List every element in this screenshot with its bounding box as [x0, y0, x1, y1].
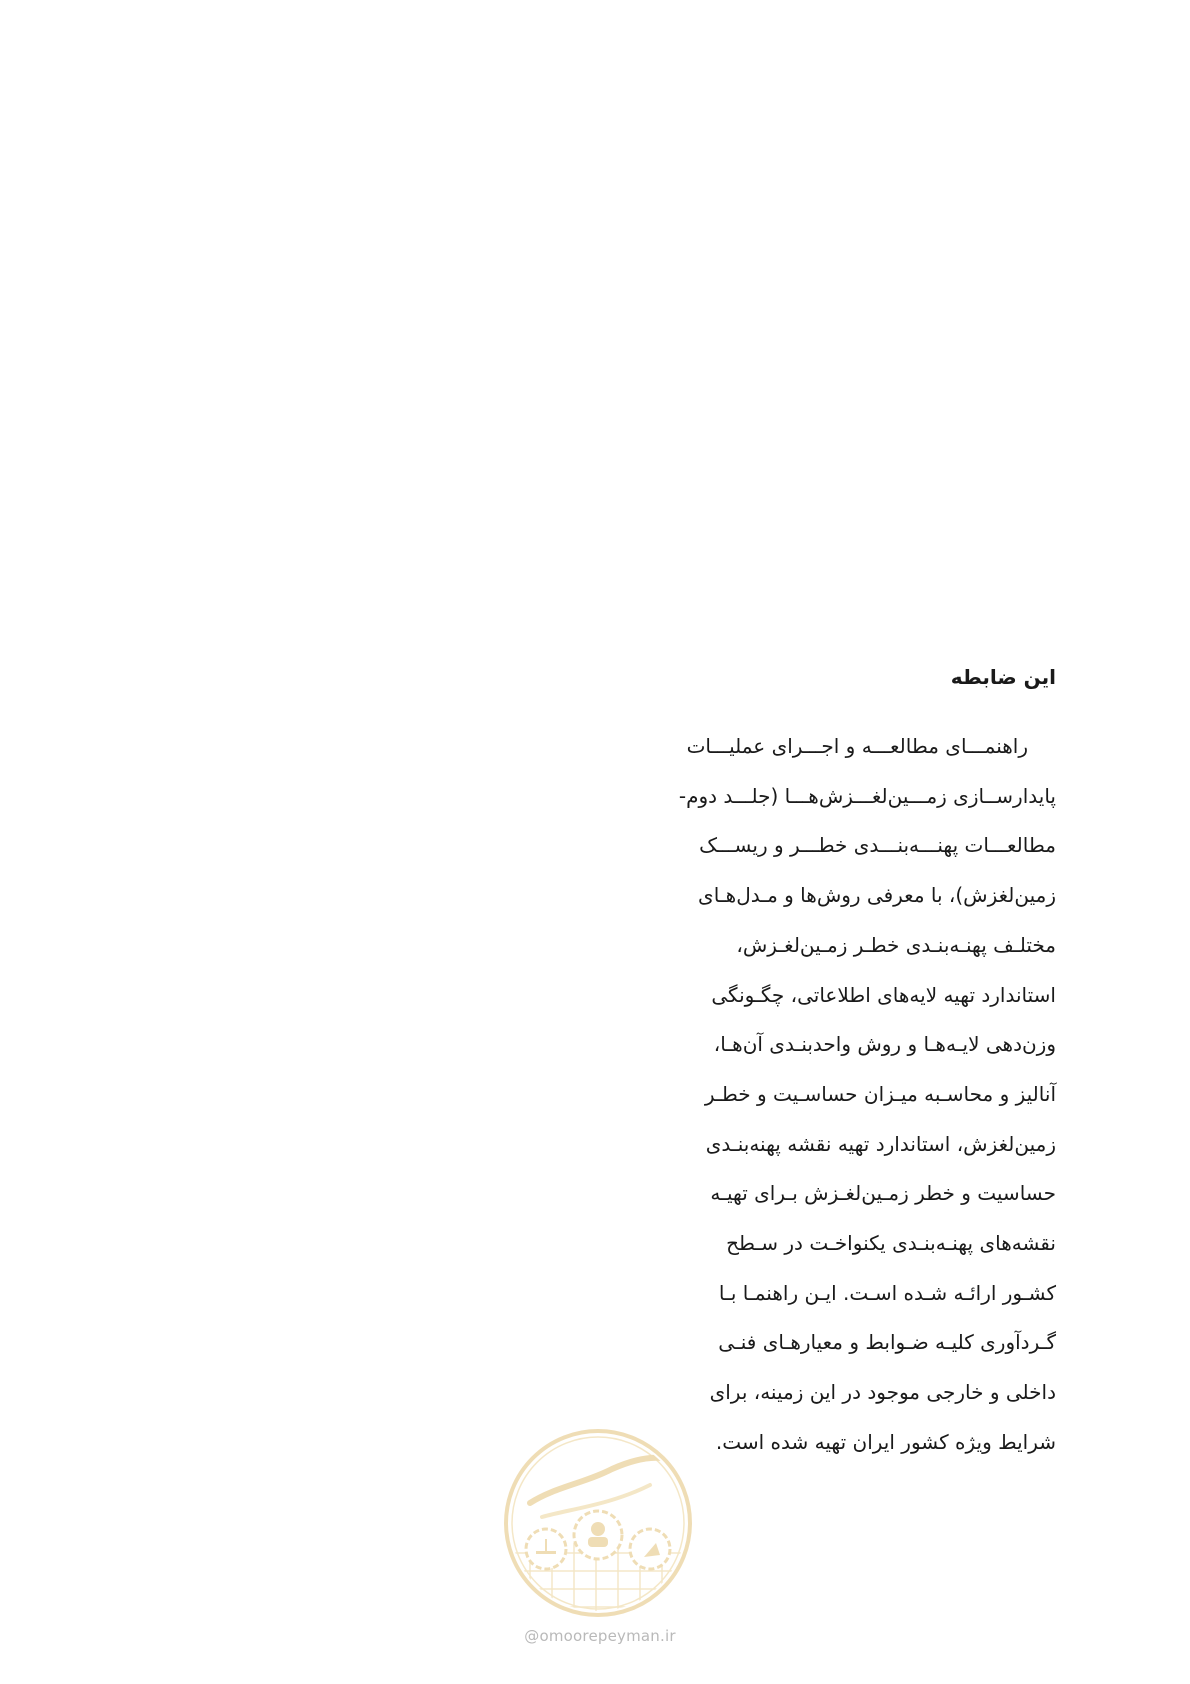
- paragraph-line: گـردآوری کلیـه ضـوابط و معیارهـای فنـی: [718, 1330, 1056, 1355]
- paragraph-line: شرایط ویژه کشور ایران تهیه شده است.: [715, 1429, 1056, 1454]
- paragraph-line: آنالیز و محاسـبه میـزان حساسـیت و خطـر: [704, 1081, 1056, 1106]
- watermark-url: @omoorepeyman.ir: [524, 1627, 676, 1645]
- paragraph-line: استاندارد تهیه لایه‌های اطلاعاتی، چگـونگی: [711, 982, 1056, 1007]
- section-heading: این ضابطه: [950, 665, 1056, 689]
- paragraph-line: نقشه‌های پهنـه‌بنـدی یکنواخـت در سـطح: [726, 1231, 1056, 1256]
- paragraph-line: زمین‌لغزش، استاندارد تهیه نقشه پهنه‌بنـدی: [705, 1131, 1056, 1156]
- body-paragraph: [678, 722, 1056, 1468]
- paragraph-line: کشـور ارائـه شـده اسـت. ایـن راهنمـا بـا: [718, 1280, 1056, 1305]
- paragraph-line: حساسیت و خطر زمـین‌لغـزش بـرای تهیـه: [710, 1181, 1056, 1206]
- paragraph-line: راهنمـــای مطالعـــه و اجـــرای عملیـــات: [686, 734, 1028, 758]
- paragraph-line: داخلی و خارجی موجود در این زمینه، برای: [709, 1380, 1056, 1405]
- paragraph-line: پایدارســازی زمـــین‌لغـــزش‌هـــا (جلـــد دوم-: [678, 783, 1056, 808]
- paragraph-line: مختلـف پهنـه‌بنـدی خطـر زمـین‌لغـزش،: [736, 932, 1056, 957]
- paragraph-line: مطالعـــات پهنـــه‌بنـــدی خطـــر و ریســـک: [699, 833, 1056, 858]
- paragraph-line: وزن‌دهی لایـه‌هـا و روش واحدبنـدی آن‌هـا،: [713, 1032, 1056, 1057]
- watermark-logo-icon: [500, 1425, 696, 1621]
- paragraph-line: زمین‌لغزش)، با معرفی روش‌ها و مـدل‌هـای: [698, 883, 1056, 908]
- main-text-block: [678, 662, 1056, 1468]
